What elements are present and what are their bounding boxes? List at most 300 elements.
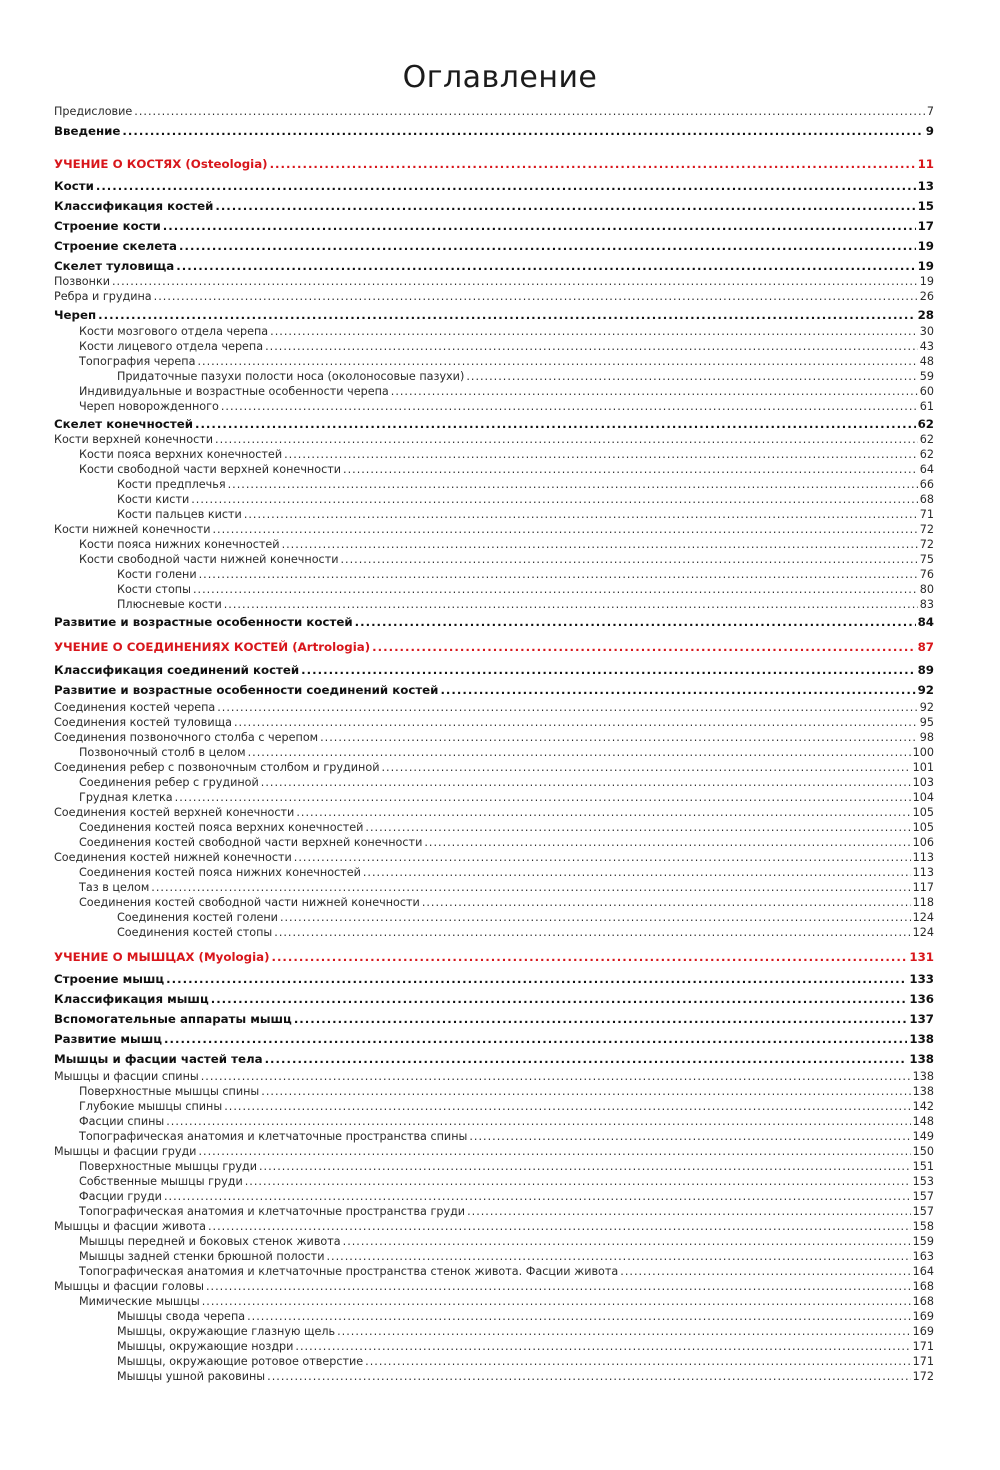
toc-entry[interactable] xyxy=(54,104,934,119)
toc-entry-title: Мышцы, окружающие ноздри xyxy=(117,1340,294,1353)
toc-page-number: 101 xyxy=(912,761,934,774)
toc-page-number: 133 xyxy=(909,972,934,986)
toc-entry-title: Кости голени xyxy=(117,568,197,581)
toc-page-number: 118 xyxy=(912,896,934,909)
dot-leader xyxy=(284,447,918,462)
toc-page-number: 75 xyxy=(919,553,934,566)
toc-page-number: 89 xyxy=(917,663,934,677)
dot-leader xyxy=(221,399,918,414)
toc-section-heading[interactable] xyxy=(54,640,934,655)
toc-entry[interactable] xyxy=(54,239,934,254)
dot-leader xyxy=(215,199,915,214)
toc-entry-title: Поверхностные мышцы спины xyxy=(79,1085,260,1098)
dot-leader xyxy=(244,507,918,522)
toc-entry-title: Кости кисти xyxy=(117,493,190,506)
toc-entry[interactable] xyxy=(54,1234,934,1249)
toc-entry-title: Соединения ребер с позвоночным столбом и грудиной xyxy=(54,761,380,774)
toc-page-number: 95 xyxy=(919,716,934,729)
toc-entry-title: Соединения костей стопы xyxy=(117,926,273,939)
toc-page-number: 19 xyxy=(919,275,934,288)
toc-entry-title: Кости нижней конечности xyxy=(54,523,211,536)
toc-page-number: 131 xyxy=(909,950,934,964)
toc-page-number: 61 xyxy=(919,400,934,413)
dot-leader xyxy=(224,597,918,612)
toc-entry[interactable] xyxy=(54,1069,934,1084)
dot-leader xyxy=(282,537,918,552)
toc-entry-title: Строение кости xyxy=(54,219,161,233)
toc-page-number: 19 xyxy=(917,239,934,253)
toc-page-number: 113 xyxy=(912,866,934,879)
dot-leader xyxy=(274,925,910,940)
toc-entry[interactable] xyxy=(54,1099,934,1114)
toc-entry[interactable] xyxy=(54,259,934,274)
dot-leader xyxy=(176,259,915,274)
toc-entry[interactable] xyxy=(54,1369,934,1384)
toc-entry[interactable] xyxy=(54,1339,934,1354)
dot-leader xyxy=(355,615,916,630)
toc-page-number: 26 xyxy=(919,290,934,303)
toc-entry-title: Мышцы и фасции живота xyxy=(54,1220,206,1233)
dot-leader xyxy=(206,1279,911,1294)
toc-page-number: 171 xyxy=(912,1340,934,1353)
toc-page-number: 106 xyxy=(912,836,934,849)
toc-entry-title: Топография черепа xyxy=(79,355,196,368)
toc-entry-title: Кости пояса нижних конечностей xyxy=(79,538,280,551)
toc-entry[interactable] xyxy=(54,1114,934,1129)
toc-entry[interactable] xyxy=(54,700,934,715)
toc-page-number: 169 xyxy=(912,1325,934,1338)
toc-entry[interactable] xyxy=(54,552,934,567)
toc-entry-title: Топографическая анатомия и клетчаточные пространства стенок живота. Фасции живота xyxy=(79,1265,619,1278)
toc-page-number: 62 xyxy=(919,433,934,446)
toc-page-number: 105 xyxy=(912,821,934,834)
dot-leader xyxy=(424,835,910,850)
toc-entry-title: УЧЕНИЕ О СОЕДИНЕНИЯХ КОСТЕЙ (Artrologia) xyxy=(54,640,371,654)
toc-entry[interactable] xyxy=(54,760,934,775)
toc-entry[interactable] xyxy=(54,972,934,987)
toc-page-number: 148 xyxy=(912,1115,934,1128)
dot-leader xyxy=(234,715,918,730)
toc-entry-title: Строение мышц xyxy=(54,972,165,986)
toc-entry-title: Соединения костей свободной части верхней конечности xyxy=(79,836,423,849)
toc-page-number: 76 xyxy=(919,568,934,581)
dot-leader xyxy=(326,1249,910,1264)
dot-leader xyxy=(466,369,917,384)
dot-leader xyxy=(96,179,916,194)
toc-entry[interactable] xyxy=(54,730,934,745)
toc-page-number: 124 xyxy=(912,911,934,924)
toc-page-number: 151 xyxy=(912,1160,934,1173)
toc-entry[interactable] xyxy=(54,1354,934,1369)
toc-entry[interactable] xyxy=(54,384,934,399)
toc-entry-title: Кости свободной части нижней конечности xyxy=(79,553,339,566)
toc-entry-title: Фасции спины xyxy=(79,1115,165,1128)
dot-leader xyxy=(341,552,918,567)
toc-entry-title: Собственные мышцы груди xyxy=(79,1175,243,1188)
toc-entry[interactable] xyxy=(54,507,934,522)
dot-leader xyxy=(245,1174,911,1189)
dot-leader xyxy=(122,124,923,139)
dot-leader xyxy=(199,567,918,582)
toc-page-number: 87 xyxy=(917,640,934,654)
toc-entry[interactable] xyxy=(54,835,934,850)
toc-entry[interactable] xyxy=(54,1174,934,1189)
toc-entry[interactable] xyxy=(54,1324,934,1339)
dot-leader xyxy=(166,972,907,987)
toc-page-number: 80 xyxy=(919,583,934,596)
toc-page-number: 60 xyxy=(919,385,934,398)
toc-entry-title: Строение скелета xyxy=(54,239,178,253)
toc-page-number: 158 xyxy=(912,1220,934,1233)
toc-entry[interactable] xyxy=(54,582,934,597)
toc-page-number: 164 xyxy=(912,1265,934,1278)
dot-leader xyxy=(154,289,918,304)
toc-entry[interactable] xyxy=(54,354,934,369)
dot-leader xyxy=(620,1264,910,1279)
toc-entry[interactable] xyxy=(54,910,934,925)
toc-page-number: 157 xyxy=(912,1190,934,1203)
toc-entry[interactable] xyxy=(54,399,934,414)
toc-entry-title: Придаточные пазухи полости носа (околоносовые пазухи) xyxy=(117,370,465,383)
dot-leader xyxy=(469,1129,910,1144)
toc-entry-title: Мышцы и фасции частей тела xyxy=(54,1052,263,1066)
toc-page-number: 100 xyxy=(912,746,934,759)
toc-page-number: 83 xyxy=(919,598,934,611)
toc-entry-title: Позвонки xyxy=(54,275,110,288)
dot-leader xyxy=(179,239,916,254)
dot-leader xyxy=(228,477,918,492)
toc-entry-title: Мышцы передней и боковых стенок живота xyxy=(79,1235,341,1248)
toc-entry-title: Кости пальцев кисти xyxy=(117,508,242,521)
toc-entry-title: Топографическая анатомия и клетчаточные пространства спины xyxy=(79,1130,468,1143)
toc-entry-title: Кости стопы xyxy=(117,583,191,596)
toc-entry[interactable] xyxy=(54,432,934,447)
toc-entry[interactable] xyxy=(54,1052,934,1067)
toc-page-number: 157 xyxy=(912,1205,934,1218)
toc-entry[interactable] xyxy=(54,1294,934,1309)
toc-entry-title: Череп новорожденного xyxy=(79,400,219,413)
toc-entry-title: Соединения костей туловища xyxy=(54,716,232,729)
toc-entry-title: Ребра и грудина xyxy=(54,290,152,303)
toc-entry[interactable] xyxy=(54,1129,934,1144)
toc-entry-title: Соединения костей свободной части нижней конечности xyxy=(79,896,420,909)
toc-entry[interactable] xyxy=(54,925,934,940)
toc-page-number: 153 xyxy=(912,1175,934,1188)
dot-leader xyxy=(343,1234,911,1249)
dot-leader xyxy=(212,522,917,537)
toc-page-number: 104 xyxy=(912,791,934,804)
dot-leader xyxy=(270,157,916,172)
dot-leader xyxy=(271,950,907,965)
toc-page-number: 62 xyxy=(917,417,934,431)
dot-leader xyxy=(343,462,918,477)
toc-page-number: 113 xyxy=(912,851,934,864)
toc-page-number: 84 xyxy=(917,615,934,629)
toc-page-number: 103 xyxy=(912,776,934,789)
toc-entry-title: Мышцы и фасции груди xyxy=(54,1145,197,1158)
dot-leader xyxy=(208,1219,911,1234)
toc-entry[interactable] xyxy=(54,1219,934,1234)
toc-page-number: 138 xyxy=(912,1070,934,1083)
toc-entry[interactable] xyxy=(54,597,934,612)
toc-page-number: 136 xyxy=(909,992,934,1006)
dot-leader xyxy=(215,432,918,447)
dot-leader xyxy=(365,1354,910,1369)
dot-leader xyxy=(175,790,911,805)
toc-entry-title: УЧЕНИЕ О МЫШЦАХ (Myologia) xyxy=(54,950,270,964)
toc-entry-title: Соединения ребер с грудиной xyxy=(79,776,259,789)
dot-leader xyxy=(294,1012,908,1027)
toc-entry-title: Кости xyxy=(54,179,94,193)
toc-entry-title: Фасции груди xyxy=(79,1190,162,1203)
dot-leader xyxy=(134,104,925,119)
toc-page-number: 30 xyxy=(919,325,934,338)
toc-page-number: 7 xyxy=(926,105,934,118)
toc-entry-title: Таз в целом xyxy=(79,881,150,894)
toc-entry[interactable] xyxy=(54,1012,934,1027)
toc-entry[interactable] xyxy=(54,567,934,582)
toc-entry[interactable] xyxy=(54,417,934,432)
toc-entry-title: Скелет туловища xyxy=(54,259,175,273)
toc-entry-title: Соединения костей нижней конечности xyxy=(54,851,292,864)
toc-entry[interactable] xyxy=(54,1264,934,1279)
toc-entry-title: Классификация мышц xyxy=(54,992,209,1006)
dot-leader xyxy=(261,1084,910,1099)
toc-page-number: 171 xyxy=(912,1355,934,1368)
toc-entry[interactable] xyxy=(54,790,934,805)
dot-leader xyxy=(440,683,915,698)
toc-entry[interactable] xyxy=(54,124,934,139)
dot-leader xyxy=(259,1159,911,1174)
toc-entry[interactable] xyxy=(54,492,934,507)
toc-page-number: 149 xyxy=(912,1130,934,1143)
dot-leader xyxy=(198,1144,910,1159)
dot-leader xyxy=(267,1369,910,1384)
toc-entry-title: Соединения костей пояса нижних конечностей xyxy=(79,866,361,879)
toc-entry-title: Позвоночный столб в целом xyxy=(79,746,246,759)
dot-leader xyxy=(261,775,911,790)
toc-entry[interactable] xyxy=(54,1084,934,1099)
dot-leader xyxy=(270,324,918,339)
toc-section-heading[interactable] xyxy=(54,950,934,965)
toc-entry[interactable] xyxy=(54,1032,934,1047)
toc-entry[interactable] xyxy=(54,615,934,630)
toc-entry[interactable] xyxy=(54,1189,934,1204)
toc-page-number: 138 xyxy=(909,1052,934,1066)
toc-entry-title: Череп xyxy=(54,308,97,322)
toc-entry[interactable] xyxy=(54,1204,934,1219)
dot-leader xyxy=(197,354,917,369)
toc-entry[interactable] xyxy=(54,992,934,1007)
toc-entry[interactable] xyxy=(54,820,934,835)
toc-entry-title: Мышцы и фасции спины xyxy=(54,1070,199,1083)
toc-entry-title: Вспомогательные аппараты мышц xyxy=(54,1012,292,1026)
dot-leader xyxy=(248,745,911,760)
dot-leader xyxy=(372,640,915,655)
toc-entry[interactable] xyxy=(54,1309,934,1324)
toc-page-number: 150 xyxy=(912,1145,934,1158)
toc-entry[interactable] xyxy=(54,1159,934,1174)
dot-leader xyxy=(151,880,910,895)
dot-leader xyxy=(166,1114,910,1129)
toc-page-number: 163 xyxy=(912,1250,934,1263)
dot-leader xyxy=(201,1069,911,1084)
toc-page-number: 138 xyxy=(909,1032,934,1046)
toc-page-number: 43 xyxy=(919,340,934,353)
toc-page-number: 117 xyxy=(912,881,934,894)
toc-page-number: 105 xyxy=(912,806,934,819)
toc-entry[interactable] xyxy=(54,199,934,214)
dot-leader xyxy=(381,760,910,775)
toc-entry[interactable] xyxy=(54,880,934,895)
toc-entry-title: Соединения костей верхней конечности xyxy=(54,806,295,819)
dot-leader xyxy=(164,1189,911,1204)
toc-entry[interactable] xyxy=(54,775,934,790)
toc-entry-title: Кости пояса верхних конечностей xyxy=(79,448,283,461)
toc-entry[interactable] xyxy=(54,745,934,760)
dot-leader xyxy=(98,308,915,323)
toc-entry-title: Индивидуальные и возрастные особенности черепа xyxy=(79,385,389,398)
toc-entry[interactable] xyxy=(54,324,934,339)
toc-page-number: 9 xyxy=(925,124,934,138)
dot-leader xyxy=(217,700,918,715)
dot-leader xyxy=(202,1294,911,1309)
toc-page-number: 48 xyxy=(919,355,934,368)
toc-entry-title: Кости свободной части верхней конечности xyxy=(79,463,342,476)
dot-leader xyxy=(265,339,918,354)
toc-page-number: 168 xyxy=(912,1295,934,1308)
toc-entry-title: Поверхностные мышцы груди xyxy=(79,1160,257,1173)
toc-entry-title: Классификация соединений костей xyxy=(54,663,300,677)
dot-leader xyxy=(296,805,910,820)
toc-entry[interactable] xyxy=(54,447,934,462)
toc-page-number: 138 xyxy=(912,1085,934,1098)
toc-entry-title: Кости предплечья xyxy=(117,478,226,491)
dot-leader xyxy=(422,895,911,910)
toc-page-number: 17 xyxy=(917,219,934,233)
dot-leader xyxy=(391,384,918,399)
toc-entry-title: Мимические мышцы xyxy=(79,1295,200,1308)
toc-entry-title: Кости лицевого отдела черепа xyxy=(79,340,264,353)
toc-entry[interactable] xyxy=(54,850,934,865)
toc-entry[interactable] xyxy=(54,1249,934,1264)
toc-page-number: 59 xyxy=(919,370,934,383)
toc-entry[interactable] xyxy=(54,537,934,552)
toc-entry[interactable] xyxy=(54,308,934,323)
toc-entry-title: Кости мозгового отдела черепа xyxy=(79,325,269,338)
dot-leader xyxy=(301,663,915,678)
toc-page-number: 142 xyxy=(912,1100,934,1113)
dot-leader xyxy=(295,1339,910,1354)
toc-page-number: 92 xyxy=(917,683,934,697)
toc-entry-title: Скелет конечностей xyxy=(54,417,193,431)
toc-entry-title: Глубокие мышцы спины xyxy=(79,1100,223,1113)
toc-entry[interactable] xyxy=(54,369,934,384)
toc-entry[interactable] xyxy=(54,865,934,880)
toc-entry-title: Мышцы, окружающие глазную щель xyxy=(117,1325,336,1338)
dot-leader xyxy=(163,219,916,234)
toc-page-number: 168 xyxy=(912,1280,934,1293)
dot-leader xyxy=(280,910,911,925)
toc-entry-title: Соединения позвоночного столба с черепом xyxy=(54,731,319,744)
toc-entry-title: Развитие мышц xyxy=(54,1032,162,1046)
dot-leader xyxy=(265,1052,908,1067)
toc-page-number: 19 xyxy=(917,259,934,273)
toc-entry[interactable] xyxy=(54,1144,934,1159)
dot-leader xyxy=(224,1099,910,1114)
toc-page-number: 98 xyxy=(919,731,934,744)
toc-entry-title: Грудная клетка xyxy=(79,791,173,804)
dot-leader xyxy=(193,582,918,597)
dot-leader xyxy=(191,492,918,507)
toc-entry[interactable] xyxy=(54,1279,934,1294)
toc-page-number: 68 xyxy=(919,493,934,506)
toc-entry[interactable] xyxy=(54,715,934,730)
toc-entry[interactable] xyxy=(54,339,934,354)
toc-page-number: 159 xyxy=(912,1235,934,1248)
dot-leader xyxy=(467,1204,911,1219)
toc-entry-title: Плюсневые кости xyxy=(117,598,222,611)
dot-leader xyxy=(195,417,916,432)
toc-entry[interactable] xyxy=(54,477,934,492)
toc-entry[interactable] xyxy=(54,219,934,234)
toc-page-number: 64 xyxy=(919,463,934,476)
toc-entry[interactable] xyxy=(54,895,934,910)
toc-entry-title: Кости верхней конечности xyxy=(54,433,214,446)
toc-page-number: 71 xyxy=(919,508,934,521)
toc-entry[interactable] xyxy=(54,805,934,820)
toc-entry-title: Соединения костей черепа xyxy=(54,701,216,714)
toc-page-number: 11 xyxy=(917,157,934,171)
toc-page-number: 13 xyxy=(917,179,934,193)
dot-leader xyxy=(112,274,918,289)
dot-leader xyxy=(247,1309,911,1324)
toc-entry-title: Развитие и возрастные особенности соединений костей xyxy=(54,683,439,697)
toc-entry-title: Соединения костей голени xyxy=(117,911,278,924)
toc-page-number: 92 xyxy=(919,701,934,714)
toc-entry[interactable] xyxy=(54,462,934,477)
dot-leader xyxy=(211,992,908,1007)
toc-entry[interactable] xyxy=(54,179,934,194)
dot-leader xyxy=(294,850,911,865)
dot-leader xyxy=(337,1324,911,1339)
dot-leader xyxy=(365,820,910,835)
toc-section-heading[interactable] xyxy=(54,157,934,172)
toc-page-number: 172 xyxy=(912,1370,934,1383)
toc-entry-title: Мышцы, окружающие ротовое отверстие xyxy=(117,1355,364,1368)
toc-entry-title: Мышцы и фасции головы xyxy=(54,1280,204,1293)
toc-page-number: 72 xyxy=(919,538,934,551)
toc-entry[interactable] xyxy=(54,663,934,678)
toc-entry-title: Введение xyxy=(54,124,121,138)
toc-entry[interactable] xyxy=(54,289,934,304)
toc-entry[interactable] xyxy=(54,522,934,537)
toc-entry-title: Классификация костей xyxy=(54,199,214,213)
toc-entry[interactable] xyxy=(54,683,934,698)
page-title: Оглавление xyxy=(402,60,598,95)
dot-leader xyxy=(320,730,918,745)
toc-entry-title: УЧЕНИЕ О КОСТЯХ (Osteologia) xyxy=(54,157,268,171)
toc-entry[interactable] xyxy=(54,274,934,289)
toc-entry-title: Предисловие xyxy=(54,105,133,118)
dot-leader xyxy=(363,865,911,880)
toc-page-number: 137 xyxy=(909,1012,934,1026)
toc-page-number: 15 xyxy=(917,199,934,213)
toc-entry-title: Развитие и возрастные особенности костей xyxy=(54,615,353,629)
toc-entry-title: Мышцы ушной раковины xyxy=(117,1370,266,1383)
toc-page-number: 124 xyxy=(912,926,934,939)
toc-page-number: 66 xyxy=(919,478,934,491)
